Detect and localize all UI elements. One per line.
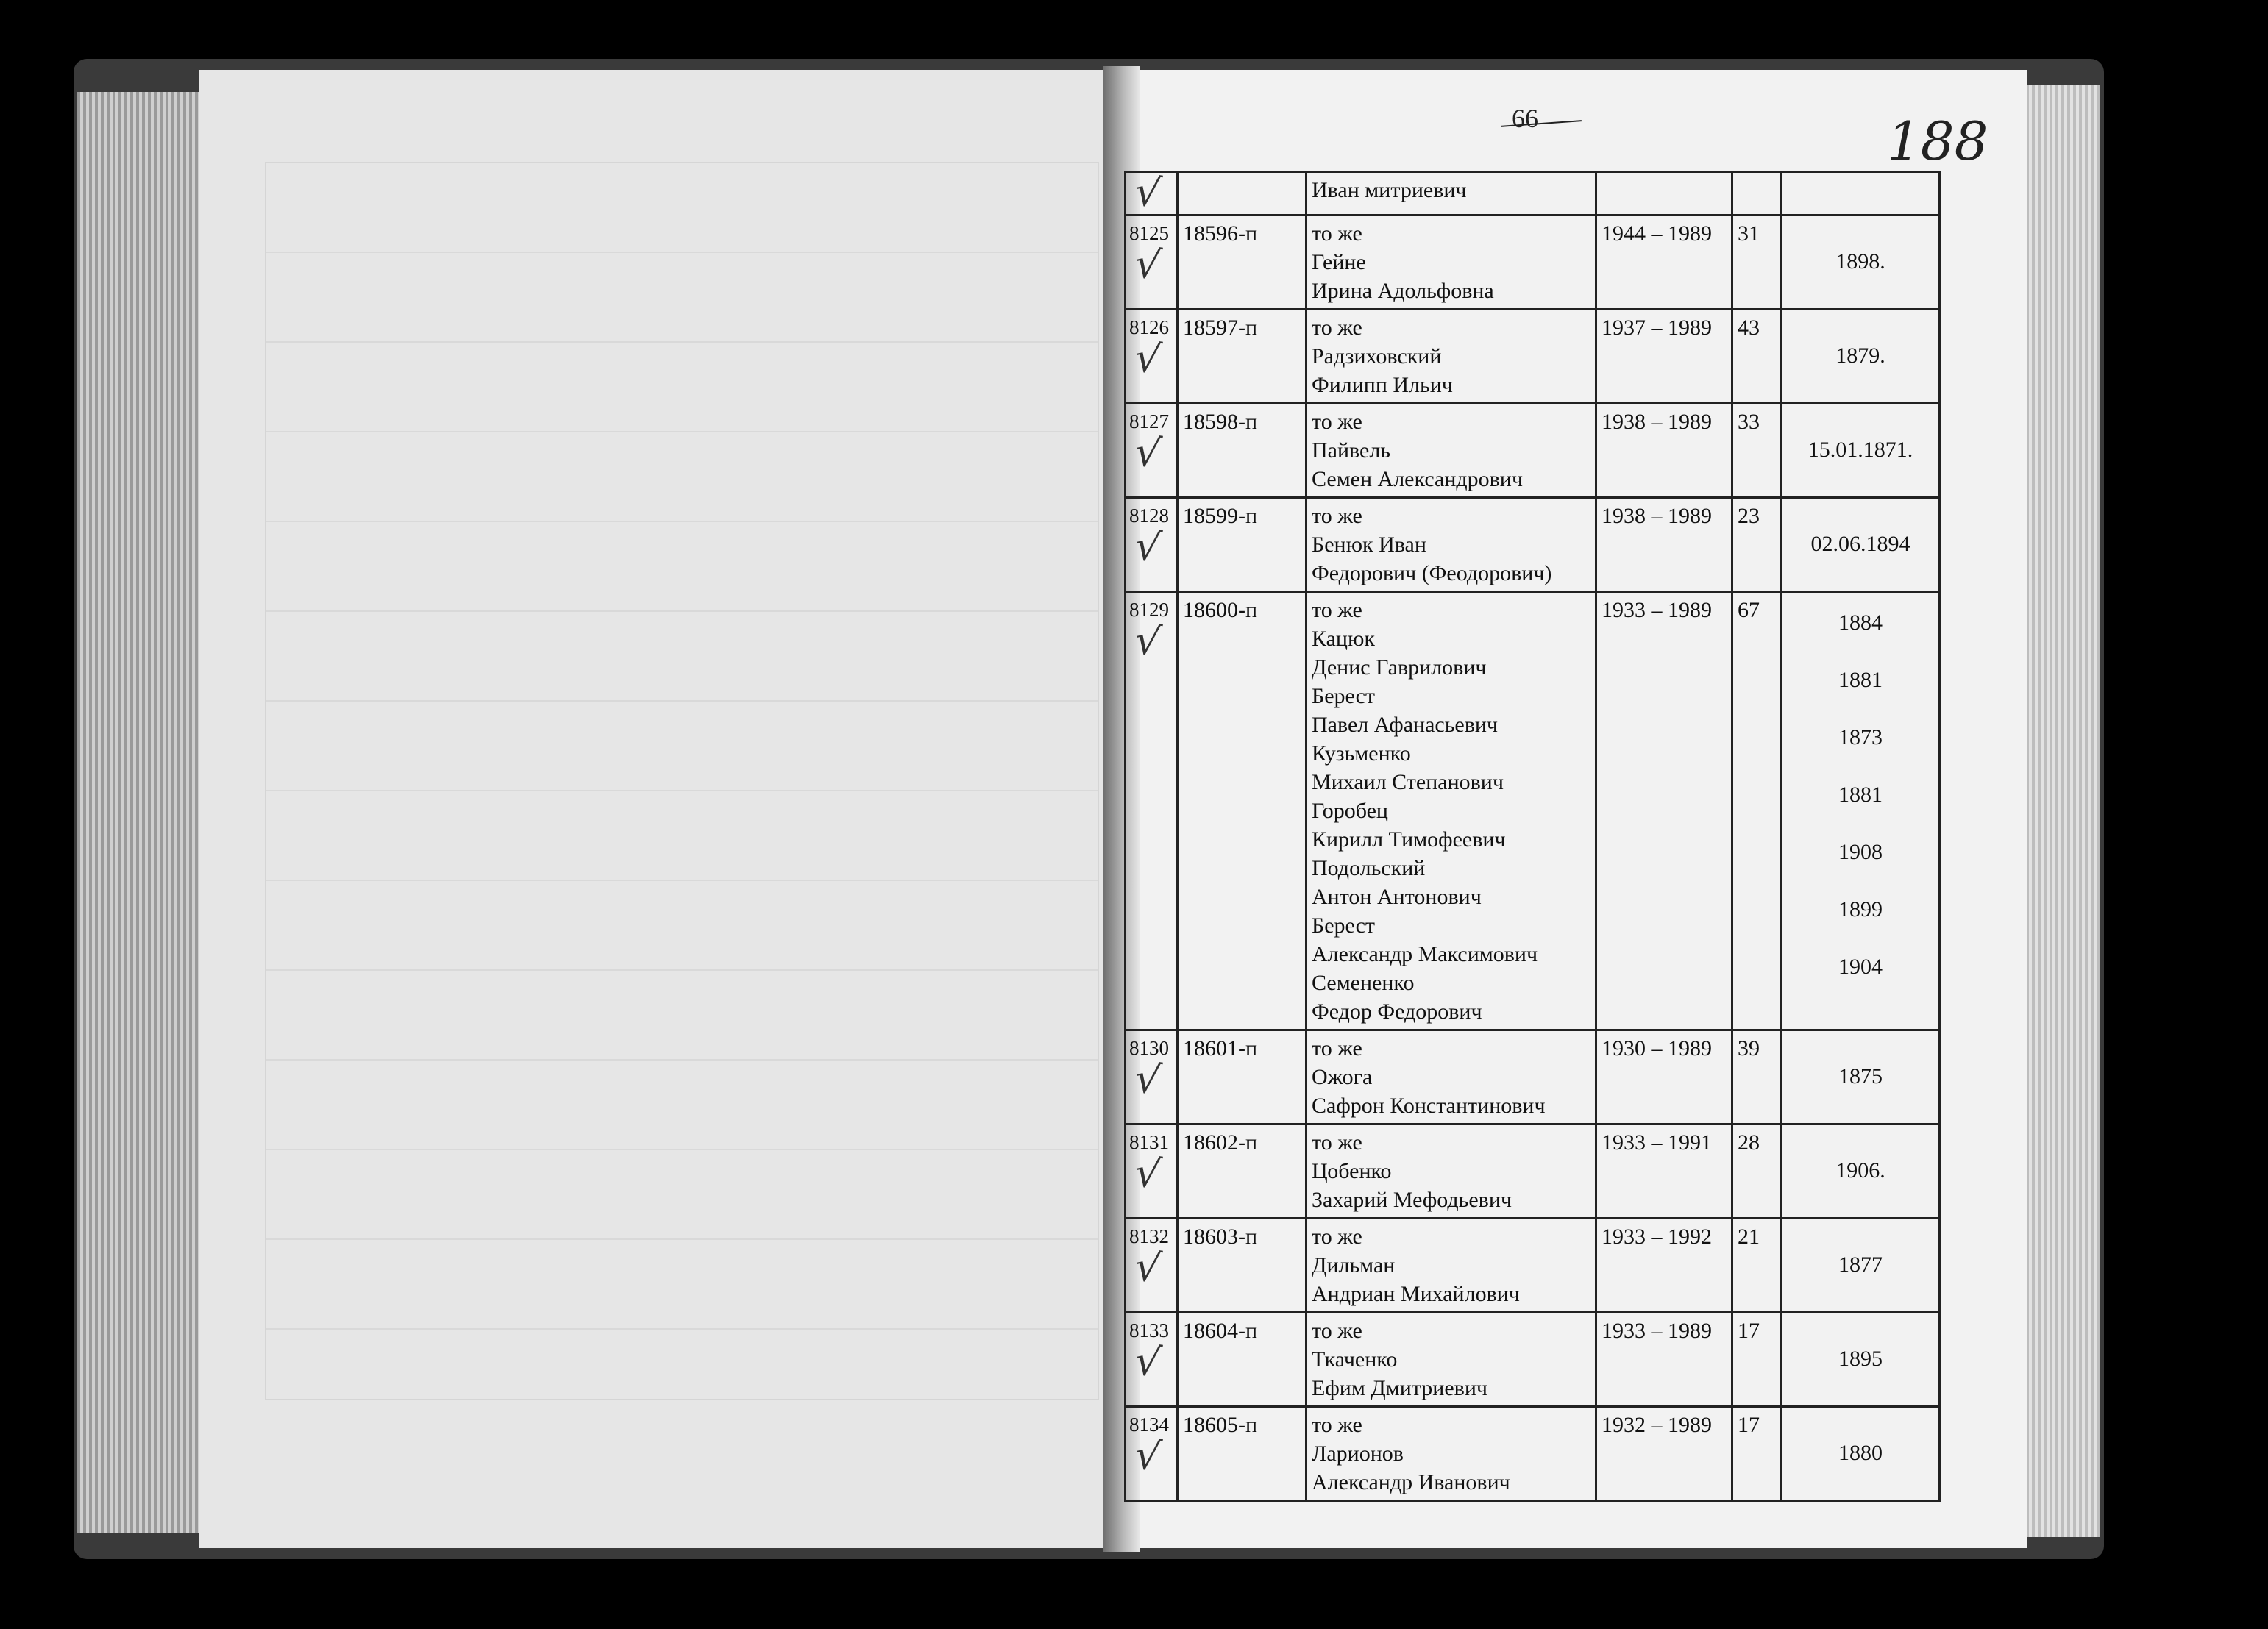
years-cell <box>1596 1030 1732 1124</box>
count-cell <box>1732 404 1782 498</box>
birth-cell <box>1782 404 1940 498</box>
birth-cell <box>1782 1219 1940 1313</box>
show-through-table <box>265 162 1099 1400</box>
person-name: Берест <box>1312 684 1376 708</box>
table-row <box>1126 172 1940 215</box>
person-name: Кацюк <box>1312 627 1375 651</box>
table-row <box>1126 215 1940 310</box>
count-cell <box>1732 172 1782 215</box>
entry-number-cell <box>1126 404 1178 498</box>
entry-number-cell <box>1126 592 1178 1030</box>
person-name: Ирина Адольфовна <box>1312 279 1494 303</box>
name-cell <box>1307 404 1596 498</box>
person-name: Семененко <box>1312 971 1415 995</box>
person-name: то же <box>1312 598 1362 622</box>
person-name: Берест <box>1312 913 1376 938</box>
entry-number: 8133 <box>1129 1319 1169 1341</box>
person-name: Подольский <box>1312 856 1426 880</box>
person-name: Кузьменко <box>1312 741 1411 766</box>
person-name: Антон Антонович <box>1312 885 1482 909</box>
years-range: 1937 – 1989 <box>1602 316 1712 340</box>
person-name: Дильман <box>1312 1253 1396 1277</box>
person-name: Андриан Михайлович <box>1312 1282 1520 1306</box>
sheet-count: 17 <box>1738 1319 1760 1343</box>
entry-number-cell <box>1126 1124 1178 1219</box>
person-name: Александр Максимович <box>1312 942 1538 966</box>
name-cell <box>1307 310 1596 404</box>
archive-code: 18602-п <box>1183 1130 1258 1155</box>
entry-number: 8132 <box>1129 1225 1169 1247</box>
check-mark-icon: √ <box>1131 1148 1164 1199</box>
entry-number-cell <box>1126 1030 1178 1124</box>
years-range: 1933 – 1992 <box>1602 1225 1712 1249</box>
archive-code: 18597-п <box>1183 316 1258 340</box>
archive-code: 18599-п <box>1183 504 1258 528</box>
years-cell <box>1596 1219 1732 1313</box>
entry-number-cell <box>1126 498 1178 592</box>
birth-year: 1899 <box>1838 897 1883 922</box>
table-row <box>1126 1219 1940 1313</box>
birth-cell <box>1782 1030 1940 1124</box>
count-cell <box>1732 1313 1782 1407</box>
person-name: то же <box>1312 1319 1362 1343</box>
years-cell <box>1596 1124 1732 1219</box>
table-row <box>1126 1407 1940 1501</box>
entry-number: 8134 <box>1129 1414 1169 1436</box>
person-name: Павел Афанасьевич <box>1312 713 1499 737</box>
check-mark-icon: √ <box>1131 1242 1164 1293</box>
years-cell <box>1596 172 1732 215</box>
archive-code: 18598-п <box>1183 410 1258 434</box>
register-table-body <box>1126 167 1940 1501</box>
count-cell <box>1732 1407 1782 1501</box>
birth-cell <box>1782 172 1940 215</box>
birth-year: 1884 <box>1838 610 1883 635</box>
birth-date: 1879. <box>1835 343 1885 368</box>
birth-date: 1906. <box>1835 1158 1885 1183</box>
check-mark-icon: √ <box>1131 521 1164 572</box>
sheet-count: 21 <box>1738 1225 1760 1249</box>
archive-code-cell <box>1178 1313 1307 1407</box>
archive-code-cell <box>1178 1030 1307 1124</box>
birth-cell <box>1782 1313 1940 1407</box>
archive-code: 18604-п <box>1183 1319 1258 1343</box>
sheet-count: 43 <box>1738 316 1760 340</box>
birth-cell <box>1782 215 1940 310</box>
entry-number: 8130 <box>1129 1037 1169 1059</box>
check-mark-icon: √ <box>1131 427 1164 478</box>
years-range: 1944 – 1989 <box>1602 221 1712 246</box>
name-cell <box>1307 592 1596 1030</box>
birth-cell <box>1782 1124 1940 1219</box>
person-name: то же <box>1312 410 1362 434</box>
birth-date: 1895 <box>1838 1347 1883 1371</box>
sheet-count: 17 <box>1738 1413 1760 1437</box>
years-cell <box>1596 215 1732 310</box>
person-name: Пайвель <box>1312 438 1390 463</box>
check-mark-icon: √ <box>1131 1054 1164 1105</box>
name-cell <box>1307 1030 1596 1124</box>
table-row <box>1126 310 1940 404</box>
register-table <box>1124 167 1941 1502</box>
entry-number: 8127 <box>1129 410 1169 432</box>
person-name: Денис Гаврилович <box>1312 655 1487 680</box>
table-row <box>1126 592 1940 1030</box>
years-cell <box>1596 310 1732 404</box>
sheet-count: 33 <box>1738 410 1760 434</box>
person-name: то же <box>1312 504 1362 528</box>
name-cell <box>1307 172 1596 215</box>
name-cell <box>1307 1407 1596 1501</box>
years-cell <box>1596 1407 1732 1501</box>
archive-code: 18600-п <box>1183 598 1258 622</box>
handwritten-sheet-number: 188 <box>1887 110 1988 172</box>
sheet-count: 31 <box>1738 221 1760 246</box>
count-cell <box>1732 1124 1782 1219</box>
person-name: то же <box>1312 1413 1362 1437</box>
archive-code-cell <box>1178 215 1307 310</box>
entry-check-cell <box>1126 167 1178 218</box>
entry-number-cell <box>1126 1313 1178 1407</box>
person-name: Сафрон Константинович <box>1312 1094 1546 1118</box>
table-row <box>1126 498 1940 592</box>
check-mark-icon: √ <box>1131 1336 1164 1387</box>
person-name: то же <box>1312 1225 1362 1249</box>
birth-date: 1880 <box>1838 1441 1883 1465</box>
birth-years-list <box>1787 594 1934 996</box>
person-name: то же <box>1312 221 1362 246</box>
name-cell <box>1307 1124 1596 1219</box>
birth-year: 1881 <box>1838 783 1883 807</box>
person-name: Михаил Степанович <box>1312 770 1504 794</box>
name-cell <box>1307 498 1596 592</box>
person-name: Ларионов <box>1312 1441 1404 1466</box>
count-cell <box>1732 1030 1782 1124</box>
table-row <box>1126 1030 1940 1124</box>
sheet-count: 23 <box>1738 504 1760 528</box>
archive-code-cell <box>1178 1219 1307 1313</box>
table-row <box>1126 1313 1940 1407</box>
page-number: 66 <box>1512 104 1538 133</box>
entry-number-cell <box>1126 1219 1178 1313</box>
birth-year: 1908 <box>1838 840 1883 864</box>
years-range: 1933 – 1989 <box>1602 1319 1712 1343</box>
entry-number: 8131 <box>1129 1131 1169 1153</box>
person-name: Захарий Мефодьевич <box>1312 1188 1512 1212</box>
birth-date: 02.06.1894 <box>1810 532 1910 556</box>
person-name: Гейне <box>1312 250 1366 274</box>
person-name: Иван митриевич <box>1312 178 1467 202</box>
person-name: то же <box>1312 1130 1362 1155</box>
years-cell <box>1596 592 1732 1030</box>
name-cell <box>1307 1219 1596 1313</box>
check-mark-icon: √ <box>1131 1430 1164 1481</box>
years-range: 1933 – 1991 <box>1602 1130 1712 1155</box>
entry-number: 8125 <box>1129 222 1169 244</box>
entry-number: 8128 <box>1129 505 1169 527</box>
count-cell <box>1732 310 1782 404</box>
archive-code-cell <box>1178 310 1307 404</box>
birth-cell <box>1782 1407 1940 1501</box>
birth-cell <box>1782 498 1940 592</box>
years-range: 1933 – 1989 <box>1602 598 1712 622</box>
check-mark-icon: √ <box>1131 167 1164 218</box>
person-name: Цобенко <box>1312 1159 1392 1183</box>
entry-number: 8129 <box>1129 599 1169 621</box>
birth-date: 15.01.1871. <box>1807 438 1913 462</box>
archive-code-cell <box>1178 172 1307 215</box>
archive-code: 18603-п <box>1183 1225 1258 1249</box>
person-name: Бенюк Иван <box>1312 532 1426 557</box>
person-name: Александр Иванович <box>1312 1470 1510 1494</box>
archive-code: 18605-п <box>1183 1413 1258 1437</box>
entry-number: 8126 <box>1129 316 1169 338</box>
birth-year: 1904 <box>1838 955 1883 979</box>
person-name: Радзиховский <box>1312 344 1442 368</box>
entry-number-cell <box>1126 310 1178 404</box>
page-edges-left <box>77 92 210 1533</box>
archive-code-cell <box>1178 1407 1307 1501</box>
person-name: то же <box>1312 316 1362 340</box>
archive-code-cell <box>1178 404 1307 498</box>
years-range: 1930 – 1989 <box>1602 1036 1712 1061</box>
count-cell <box>1732 498 1782 592</box>
birth-date: 1877 <box>1838 1252 1883 1277</box>
years-cell <box>1596 404 1732 498</box>
name-cell <box>1307 1313 1596 1407</box>
birth-year: 1873 <box>1838 725 1883 749</box>
count-cell <box>1732 215 1782 310</box>
person-name: Семен Александрович <box>1312 467 1523 491</box>
sheet-count: 39 <box>1738 1036 1760 1061</box>
person-name: Ткаченко <box>1312 1347 1398 1372</box>
check-mark-icon: √ <box>1131 616 1164 666</box>
years-cell <box>1596 1313 1732 1407</box>
archive-code: 18596-п <box>1183 221 1258 246</box>
check-mark-icon: √ <box>1131 333 1164 384</box>
years-range: 1932 – 1989 <box>1602 1413 1712 1437</box>
years-range: 1938 – 1989 <box>1602 504 1712 528</box>
birth-year: 1881 <box>1838 668 1883 692</box>
person-name: то же <box>1312 1036 1362 1061</box>
count-cell <box>1732 1219 1782 1313</box>
birth-cell <box>1782 592 1940 1030</box>
table-row <box>1126 404 1940 498</box>
sheet-count: 28 <box>1738 1130 1760 1155</box>
entry-number-cell <box>1126 215 1178 310</box>
birth-date: 1875 <box>1838 1064 1883 1088</box>
years-cell <box>1596 498 1732 592</box>
table-row <box>1126 1124 1940 1219</box>
sheet-count: 67 <box>1738 598 1760 622</box>
birth-cell <box>1782 310 1940 404</box>
person-name: Горобец <box>1312 799 1388 823</box>
entry-number-cell <box>1126 1407 1178 1501</box>
years-range: 1938 – 1989 <box>1602 410 1712 434</box>
person-name: Кирилл Тимофеевич <box>1312 827 1506 852</box>
archive-code-cell <box>1178 498 1307 592</box>
person-name: Федорович (Феодорович) <box>1312 561 1552 585</box>
archive-code: 18601-п <box>1183 1036 1258 1061</box>
archive-code-cell <box>1178 1124 1307 1219</box>
birth-date: 1898. <box>1835 249 1885 274</box>
check-mark-icon: √ <box>1131 239 1164 290</box>
person-name: Филипп Ильич <box>1312 373 1453 397</box>
archive-code-cell <box>1178 592 1307 1030</box>
person-name: Ефим Дмитриевич <box>1312 1376 1487 1400</box>
count-cell <box>1732 592 1782 1030</box>
name-cell <box>1307 215 1596 310</box>
person-name: Федор Федорович <box>1312 999 1482 1024</box>
person-name: Ожога <box>1312 1065 1373 1089</box>
